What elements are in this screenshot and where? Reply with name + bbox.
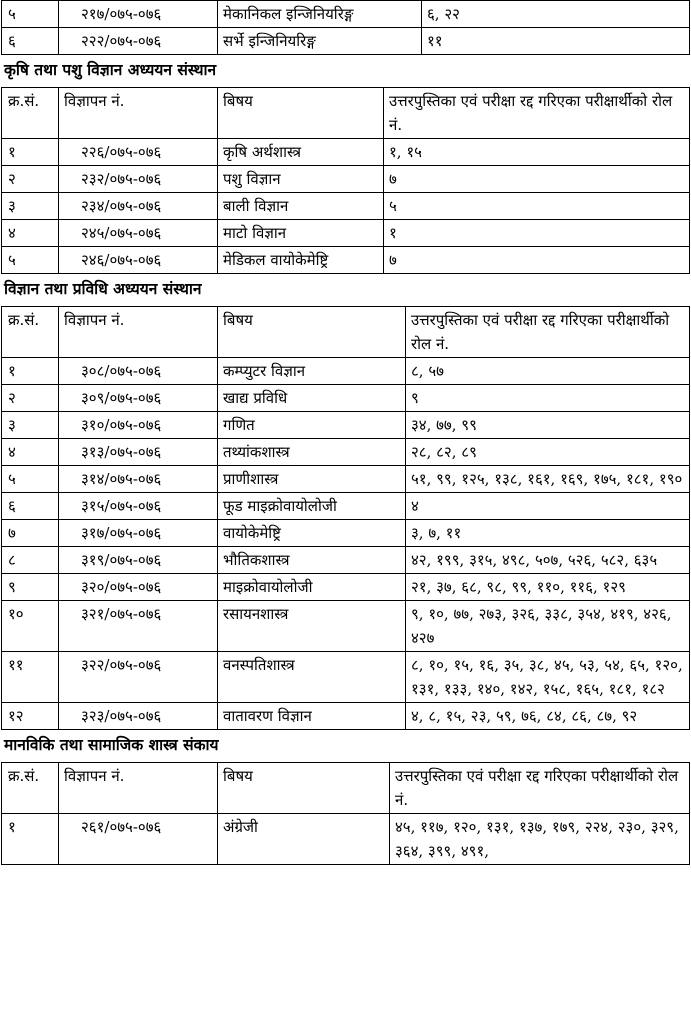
table-row (2, 385, 690, 412)
roll-numbers-cell: ८, १०, १५, १६, ३५, ३८, ४५, ५३, ५४, ६५, १२०, १३१, १३३, १४०, १४२, १५८, १६५, १८१, १८२ (406, 652, 690, 703)
table-row (2, 574, 690, 601)
advertisement-no-cell: २१७/०७५-०७६ (59, 1, 218, 28)
advertisement-no-cell: ३१९/०७५-०७६ (59, 547, 218, 574)
roll-numbers-cell: ४५, ११७, १२०, १३१, १३७, १७९, २२४, २३०, ३२९, ३६४, ३९९, ४९१, (390, 814, 690, 865)
advertisement-no-cell: ३२०/०७५-०७६ (59, 574, 218, 601)
table-row (2, 652, 690, 703)
serial-cell: २ (2, 166, 59, 193)
header-advertisement-no: विज्ञापन नं. (59, 763, 218, 814)
advertisement-no-cell: ३१५/०७५-०७६ (59, 493, 218, 520)
serial-cell: ६ (2, 28, 59, 55)
header-subject: बिषय (218, 88, 384, 139)
roll-numbers-cell: ३४, ७७, ९९ (406, 412, 690, 439)
advertisement-no-cell: ३१४/०७५-०७६ (59, 466, 218, 493)
advertisement-no-cell: २२६/०७५-०७६ (59, 139, 218, 166)
roll-numbers-cell: ९ (406, 385, 690, 412)
roll-numbers-cell: ४, ८, १५, २३, ५९, ७६, ८४, ८६, ८७, ९२ (406, 703, 690, 730)
table-row (2, 1, 690, 28)
roll-numbers-cell: ३, ७, ११ (406, 520, 690, 547)
table-row (2, 547, 690, 574)
serial-cell: ९ (2, 574, 59, 601)
table-row (2, 703, 690, 730)
roll-numbers-cell: २८, ८२, ८९ (406, 439, 690, 466)
roll-numbers-cell: ४२, १९९, ३१५, ४९८, ५०७, ५२६, ५८२, ६३५ (406, 547, 690, 574)
header-subject: बिषय (218, 763, 390, 814)
subject-cell: मेडिकल वायोकेमेष्ट्रि (218, 247, 384, 274)
serial-cell: ८ (2, 547, 59, 574)
advertisement-no-cell: ३१७/०७५-०७६ (59, 520, 218, 547)
table-header-row (2, 763, 690, 814)
roll-numbers-cell: ९, १०, ७७, २७३, ३२६, ३३८, ३५४, ४१९, ४२६, ४२७ (406, 601, 690, 652)
table-row (2, 412, 690, 439)
subject-cell: प्राणीशास्त्र (218, 466, 406, 493)
table-row (2, 247, 690, 274)
serial-cell: ३ (2, 193, 59, 220)
advertisement-no-cell: २६१/०७५-०७६ (59, 814, 218, 865)
table-row (2, 139, 690, 166)
section-title-agriculture: कृषि तथा पशु विज्ञान अध्ययन संस्थान (4, 60, 217, 79)
table-row (2, 466, 690, 493)
serial-cell: २ (2, 385, 59, 412)
header-serial: क्र.सं. (2, 307, 59, 358)
table-row (2, 601, 690, 652)
serial-cell: ५ (2, 1, 59, 28)
table-row (2, 193, 690, 220)
roll-numbers-cell: ७ (384, 166, 690, 193)
advertisement-no-cell: ३०८/०७५-०७६ (59, 358, 218, 385)
advertisement-no-cell: २४६/०७५-०७६ (59, 247, 218, 274)
subject-cell: भौतिकशास्त्र (218, 547, 406, 574)
serial-cell: ७ (2, 520, 59, 547)
serial-cell: ६ (2, 493, 59, 520)
subject-cell: रसायनशास्त्र (218, 601, 406, 652)
subject-cell: फूड माइक्रोवायोलोजी (218, 493, 406, 520)
header-roll-numbers: उत्तरपुस्तिका एवं परीक्षा रद्द गरिएका परीक्षार्थीको रोल नं. (406, 307, 690, 358)
advertisement-no-cell: ३२३/०७५-०७६ (59, 703, 218, 730)
roll-numbers-cell: १ (384, 220, 690, 247)
roll-numbers-cell: १, १५ (384, 139, 690, 166)
table-row (2, 439, 690, 466)
engineering-table-continued (1, 0, 690, 55)
subject-cell: गणित (218, 412, 406, 439)
advertisement-no-cell: ३१३/०७५-०७६ (59, 439, 218, 466)
humanities-table (1, 762, 690, 865)
advertisement-no-cell: ३१०/०७५-०७६ (59, 412, 218, 439)
subject-cell: तथ्यांकशास्त्र (218, 439, 406, 466)
serial-cell: ३ (2, 412, 59, 439)
subject-cell: कृषि अर्थशास्त्र (218, 139, 384, 166)
table-row (2, 166, 690, 193)
subject-cell: मेकानिकल इन्जिनियरिङ्ग (218, 1, 422, 28)
roll-numbers-cell: ५१, ९९, १२५, १३८, १६१, १६९, १७५, १८१, १९० (406, 466, 690, 493)
advertisement-no-cell: ३२१/०७५-०७६ (59, 601, 218, 652)
advertisement-no-cell: ३०९/०७५-०७६ (59, 385, 218, 412)
table-row (2, 358, 690, 385)
roll-numbers-cell: ४ (406, 493, 690, 520)
header-serial: क्र.सं. (2, 88, 59, 139)
subject-cell: खाद्य प्रविधि (218, 385, 406, 412)
table-header-row (2, 88, 690, 139)
serial-cell: ५ (2, 247, 59, 274)
advertisement-no-cell: २३४/०७५-०७६ (59, 193, 218, 220)
agriculture-table (1, 87, 690, 274)
roll-numbers-cell: २१, ३७, ६८, ९८, ९९, ११०, ११६, १२९ (406, 574, 690, 601)
header-advertisement-no: विज्ञापन नं. (59, 88, 218, 139)
roll-numbers-cell: ८, ५७ (406, 358, 690, 385)
header-roll-numbers: उत्तरपुस्तिका एवं परीक्षा रद्द गरिएका परीक्षार्थीको रोल नं. (384, 88, 690, 139)
section-title-humanities: मानविकि तथा सामाजिक शास्त्र संकाय (4, 735, 219, 754)
subject-cell: माइक्रोवायोलोजी (218, 574, 406, 601)
header-roll-numbers: उत्तरपुस्तिका एवं परीक्षा रद्द गरिएका परीक्षार्थीको रोल नं. (390, 763, 690, 814)
header-subject: बिषय (218, 307, 406, 358)
subject-cell: माटो विज्ञान (218, 220, 384, 247)
table-row (2, 520, 690, 547)
table-row (2, 28, 690, 55)
subject-cell: अंग्रेजी (218, 814, 390, 865)
serial-cell: १० (2, 601, 59, 652)
roll-numbers-cell: ५ (384, 193, 690, 220)
table-header-row (2, 307, 690, 358)
serial-cell: १ (2, 358, 59, 385)
subject-cell: पशु विज्ञान (218, 166, 384, 193)
subject-cell: सर्भे इन्जिनियरिङ्ग (218, 28, 422, 55)
subject-cell: बाली विज्ञान (218, 193, 384, 220)
table-row (2, 220, 690, 247)
advertisement-no-cell: २४५/०७५-०७६ (59, 220, 218, 247)
roll-numbers-cell: ७ (384, 247, 690, 274)
advertisement-no-cell: २२२/०७५-०७६ (59, 28, 218, 55)
subject-cell: कम्प्युटर विज्ञान (218, 358, 406, 385)
roll-numbers-cell: ११ (422, 28, 690, 55)
subject-cell: वनस्पतिशास्त्र (218, 652, 406, 703)
header-advertisement-no: विज्ञापन नं. (59, 307, 218, 358)
serial-cell: ११ (2, 652, 59, 703)
serial-cell: १२ (2, 703, 59, 730)
table-row (2, 814, 690, 865)
serial-cell: १ (2, 814, 59, 865)
serial-cell: ४ (2, 439, 59, 466)
table-row (2, 493, 690, 520)
advertisement-no-cell: ३२२/०७५-०७६ (59, 652, 218, 703)
science-technology-table (1, 306, 690, 730)
serial-cell: ४ (2, 220, 59, 247)
subject-cell: वातावरण विज्ञान (218, 703, 406, 730)
serial-cell: ५ (2, 466, 59, 493)
advertisement-no-cell: २३२/०७५-०७६ (59, 166, 218, 193)
roll-numbers-cell: ६, २२ (422, 1, 690, 28)
header-serial: क्र.सं. (2, 763, 59, 814)
serial-cell: १ (2, 139, 59, 166)
subject-cell: वायोकेमेष्ट्रि (218, 520, 406, 547)
section-title-science-technology: विज्ञान तथा प्रविधि अध्ययन संस्थान (4, 279, 202, 298)
